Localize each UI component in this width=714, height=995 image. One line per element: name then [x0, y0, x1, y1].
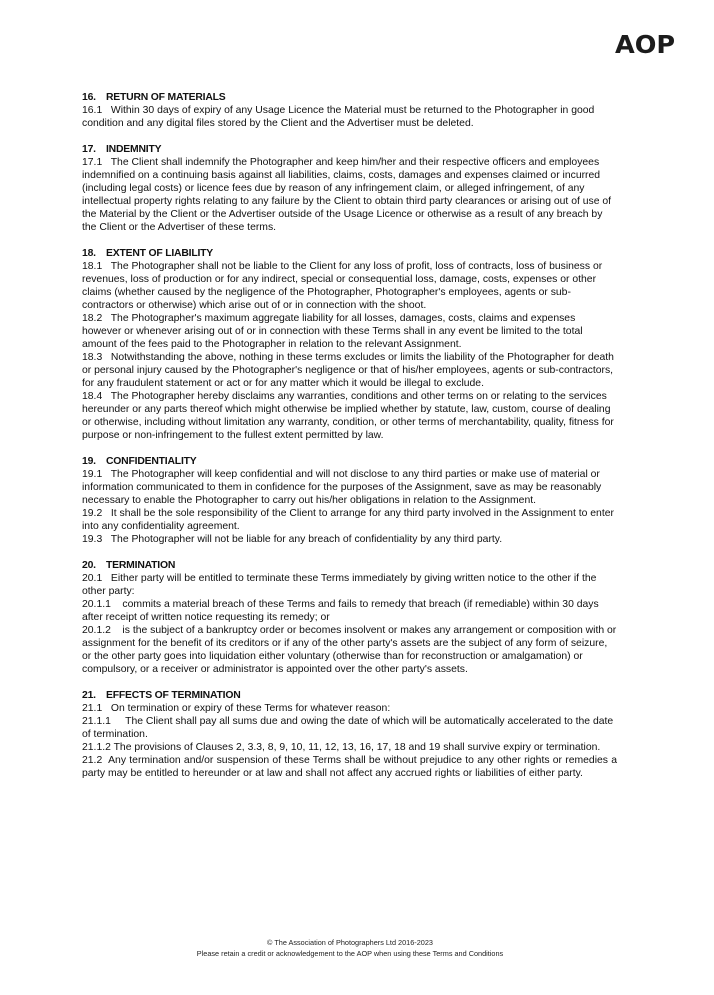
section-title: EFFECTS OF TERMINATION: [106, 690, 241, 701]
clause-18-2: 18.2 The Photographer's maximum aggregate liability for all losses, damages, costs, claims and expenses however or whenever arising out of or in connection with these Terms shall in any event be limited to the total amount of the fees paid to the Photographer in relation to the relevant Assignment.: [82, 313, 583, 350]
section-number: 20.: [82, 560, 96, 571]
clause-21-2: 21.2 Any termination and/or suspension of these Terms shall be without prejudice to any other rights or remedies a party may be entitled to hereunder or at law and shall not affect any accrued rights or liabilities of either party.: [82, 755, 617, 779]
section-number: 17.: [82, 144, 96, 155]
terms-document: [82, 91, 617, 780]
clause-20-1-1: 20.1.1 commits a material breach of these Terms and fails to remedy that breach (if remediable) within 30 days after receipt of written notice requesting its remedy; or: [82, 599, 599, 623]
section-heading: [82, 91, 617, 104]
section-number: 19.: [82, 456, 96, 467]
copyright-notice: © The Association of Photographers Ltd 2016-2023: [267, 938, 433, 947]
section-effects-of-termination: [82, 689, 617, 780]
section-title: CONFIDENTIALITY: [106, 456, 197, 467]
clause-19-3: 19.3 The Photographer will not be liable for any breach of confidentiality by any third party.: [82, 534, 503, 545]
clause-18-3: 18.3 Notwithstanding the above, nothing in these terms excludes or limits the liability of the Photographer for death or personal injury caused by the Photographer's negligence or that of his/her employees, agents or sub-contractors, for any fraudulent statement or act or for any matter which it would be illegal to exclude.: [82, 352, 614, 389]
section-title: TERMINATION: [106, 560, 176, 571]
clause-18-1: 18.1 The Photographer shall not be liable to the Client for any loss of profit, loss of contracts, loss of business or revenues, loss of production or for any indirect, special or consequential loss, damage, costs, expenses or other claims (whether caused by the negligence of the Photographer, Photographer's employees, agents or sub-contractors or otherwise) which arise out of or in connection with the shoot.: [82, 261, 603, 311]
section-heading: [82, 455, 617, 468]
section-return-of-materials: [82, 91, 617, 130]
clause-16-1: 16.1 Within 30 days of expiry of any Usage Licence the Material must be returned to the Photographer in good condition and any digital files stored by the Client and the Advertiser must be deleted.: [82, 105, 595, 129]
section-title: INDEMNITY: [106, 144, 162, 155]
clause-20-1: 20.1 Either party will be entitled to terminate these Terms immediately by giving written notice to the other if the other party:: [82, 573, 597, 597]
section-extent-of-liability: [82, 247, 617, 442]
section-heading: [82, 689, 617, 702]
section-termination: [82, 559, 617, 676]
clause-19-1: 19.1 The Photographer will keep confidential and will not disclose to any third parties or make use of material or information communicated to them in confidence for the purposes of the Assignment, save as may be reasonably necessary to enable the Photographer to carry out his/her obligations in relation to the Assignment.: [82, 469, 602, 506]
section-number: 16.: [82, 92, 96, 103]
section-number: 21.: [82, 690, 96, 701]
clause-21-1-1: 21.1.1 The Client shall pay all sums due and owing the date of which will be automatically accelerated to the date of termination.: [82, 716, 614, 740]
section-number: 18.: [82, 248, 96, 259]
clause-17-1: 17.1 The Client shall indemnify the Photographer and keep him/her and their respective officers and employees indemnified on a continuing basis against all liabilities, claims, costs, damages and expenses claimed or incurred (including legal costs) or licence fees due by reason of any infringement claim, or alleged infringement, of any intellectual property rights relating to any failure by the Client to obtain third party clearances or arising out of use of the Material by the Client or the Advertiser outside of the Usage Licence or otherwise as a result of any breach by the Client or the Advertiser of these terms.: [82, 157, 612, 233]
section-title: EXTENT OF LIABILITY: [106, 248, 214, 259]
section-indemnity: [82, 143, 617, 234]
clause-19-2: 19.2 It shall be the sole responsibility of the Client to arrange for any third party involved in the Assignment to enter into any confidentiality agreement.: [82, 508, 614, 532]
aop-logo: AOP: [615, 30, 676, 59]
section-heading: [82, 143, 617, 156]
section-confidentiality: [82, 455, 617, 546]
clause-18-4: 18.4 The Photographer hereby disclaims any warranties, conditions and other terms on or relating to the services hereunder or any parts thereof which might otherwise be implied whether by statute, law, custom, course of dealing or otherwise, including without limitation any warranty, condition, or other terms of merchantability, quality, fitness for purpose or non-infringement to the fullest extent permitted by law.: [82, 391, 614, 441]
section-title: RETURN OF MATERIALS: [106, 92, 226, 103]
section-heading: [82, 559, 617, 572]
clause-21-1-2: 21.1.2 The provisions of Clauses 2, 3.3, 8, 9, 10, 11, 12, 13, 16, 17, 18 and 19 shall survive expiry or termination.: [82, 742, 601, 753]
section-heading: [82, 247, 617, 260]
credit-notice: Please retain a credit or acknowledgement to the AOP when using these Terms and Conditions: [196, 949, 504, 958]
clause-21-1: 21.1 On termination or expiry of these Terms for whatever reason:: [82, 703, 391, 714]
page-footer: [0, 937, 700, 959]
clause-20-1-2: 20.1.2 is the subject of a bankruptcy order or becomes insolvent or makes any arrangement or composition with or assignment for the benefit of its creditors or if any of the other party's assets are the subject of any form of seizure, or the other party goes into liquidation either voluntary (otherwise than for reconstruction or amalgamation) or compulsory, or a receiver or administrator is appointed over the other party's assets.: [82, 625, 617, 675]
